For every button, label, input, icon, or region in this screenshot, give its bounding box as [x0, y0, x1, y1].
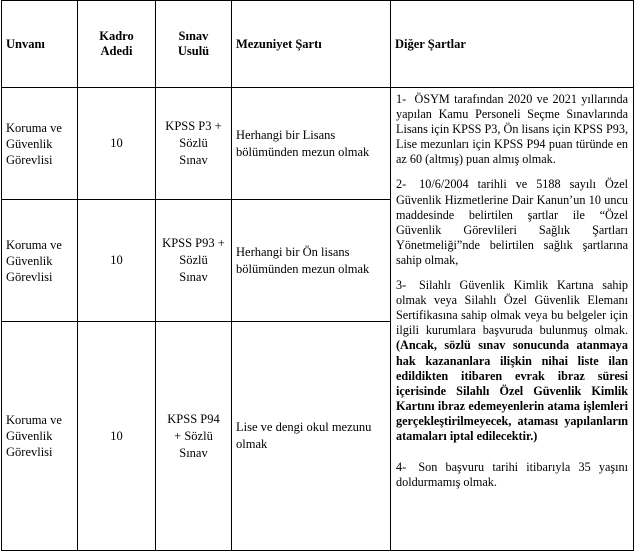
usul-line: Sınav [179, 153, 208, 167]
mezuniyet-line: Lise ve dengi okul mezunu [236, 420, 372, 434]
item-number: 1- [396, 92, 407, 106]
unvan-cell [2, 322, 78, 551]
header-sinav-usulu [156, 1, 232, 88]
usul-line: KPSS P94 [167, 411, 220, 426]
diger-item-4 [396, 460, 628, 490]
unvan-line: Koruma ve [6, 237, 62, 252]
header-kadro-line1: Kadro [99, 29, 134, 43]
unvan-cell [2, 88, 78, 200]
mezuniyet-line: Herhangi bir Ön lisans [236, 244, 350, 259]
item-text: 10/6/2004 tarihli ve 5188 sayılı Özel Güvenlik Hizmetlerine Dair Kanun’un 10 uncu maddesinde belirtilen şartlar ile “Özel Güvenlik Görevlileri Sağlık Şartları Yönetmeliği”nde belirtilen sağlık şartlarına sahip olmak, [396, 177, 629, 267]
unvan-line: Güvenlik [6, 253, 53, 268]
unvan-line: Güvenlik [6, 136, 53, 151]
usul-line: Sınav [179, 270, 208, 284]
requirements-table [1, 0, 634, 551]
mezuniyet-cell [232, 88, 391, 200]
unvan-line: Güvenlik [6, 429, 53, 443]
mezuniyet-line: bölümünden mezun olmak [236, 144, 370, 159]
diger-sartlar-cell [391, 88, 634, 551]
header-diger: Diğer Şartlar [391, 1, 634, 88]
unvan-line: Koruma ve [6, 120, 62, 135]
usul-line: KPSS P93 + [162, 236, 225, 250]
unvan-line: Görevlisi [6, 445, 53, 459]
usul-line: Sözlü [179, 136, 208, 150]
table-row [2, 88, 634, 200]
item-text: Son başvuru tarihi itibarıyla 35 yaşını doldurmamış olmak. [396, 460, 628, 490]
item-number: 4- [396, 460, 407, 475]
header-kadro-line2: Adedi [100, 44, 133, 58]
mezuniyet-cell [232, 322, 391, 551]
mezuniyet-cell [232, 200, 391, 322]
unvan-line: Koruma ve [6, 413, 62, 427]
unvan-line: Görevlisi [6, 269, 53, 284]
mezuniyet-line: bölümünden mezun olmak [236, 261, 370, 276]
header-sinav-line1: Sınav [178, 29, 209, 43]
kadro-adedi-cell: 10 [78, 88, 156, 200]
item-bold-note: (Ancak, sözlü sınav sonucunda atanmaya hak kazananlara ilişkin nihai liste ilan edildikten itibaren evrak ibraz süresi içerisinde Silahlı Özel Güvenlik Kimlik Kartını ibraz edemeyenlerin atama işlemleri gerçekleştirilmeyecek, ataması yapılanların atamaları iptal edilecektir.) [396, 338, 628, 443]
usul-line: Sınav [179, 445, 208, 460]
diger-item-3 [396, 278, 628, 444]
diger-item-1 [396, 92, 628, 167]
usul-line: + Sözlü [174, 428, 213, 443]
sinav-usulu-cell [156, 322, 232, 551]
item-text: ÖSYM tarafından 2020 ve 2021 yıllarında yapılan Kamu Personeli Seçme Sınavlarında Lisans için KPSS P3, Ön lisans için KPSS P93, Lise mezunları için KPSS P94 puan türünde en az 60 (altmış) puan almış olmak. [396, 92, 629, 167]
kadro-adedi-cell: 10 [78, 322, 156, 551]
unvan-line: Görevlisi [6, 152, 53, 167]
header-sinav-line2: Usulü [177, 44, 210, 58]
header-kadro-adedi [78, 1, 156, 88]
mezuniyet-line: Herhangi bir Lisans [236, 127, 336, 142]
usul-line: Sözlü [179, 253, 208, 267]
sinav-usulu-cell [156, 200, 232, 322]
item-number: 2- [396, 177, 407, 192]
kadro-adedi-cell: 10 [78, 200, 156, 322]
unvan-cell [2, 200, 78, 322]
mezuniyet-line: olmak [236, 437, 268, 451]
item-text: Silahlı Güvenlik Kimlik Kartına sahip olmak veya Silahlı Özel Güvenlik Elemanı Sertifikasına sahip olmak veya bu belgeler için ilgili kurumlara başvuruda bulunmuş olmak. [396, 278, 628, 338]
header-unvan: Unvanı [2, 1, 78, 88]
item-number: 3- [396, 278, 407, 293]
header-row [2, 1, 634, 88]
usul-line: KPSS P3 + [165, 119, 222, 133]
sinav-usulu-cell [156, 88, 232, 200]
diger-item-2 [396, 177, 628, 268]
header-mezuniyet: Mezuniyet Şartı [232, 1, 391, 88]
